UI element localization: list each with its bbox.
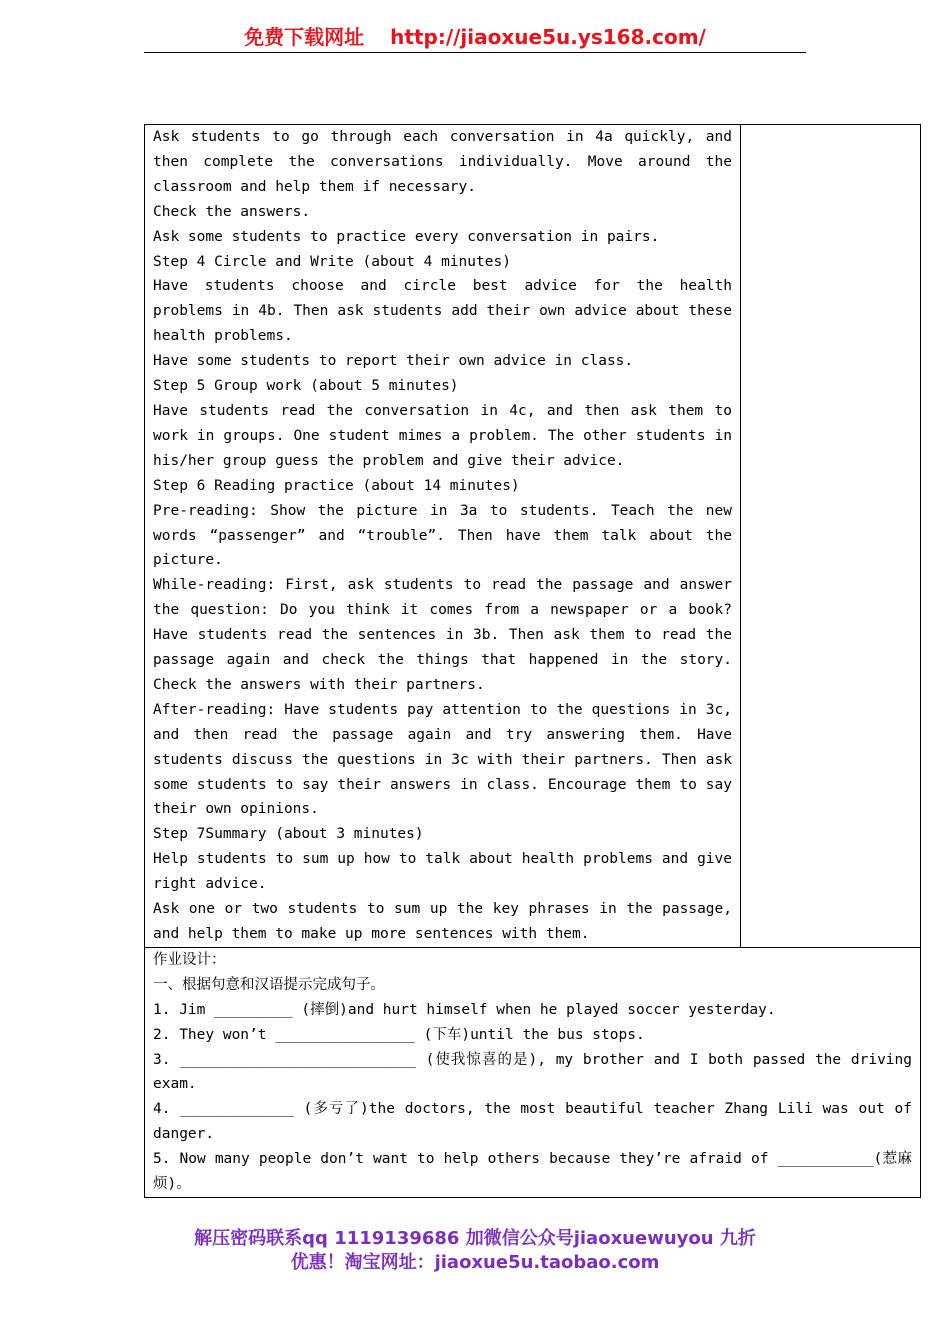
procedure-line: After-reading: Have students pay attention to the questions in 3c, and then read the passage again and try answering them. Have students discuss the questions in 3c with their partners. Then ask some students to say their answers in class. Encourage them to say their own opinions. (153, 701, 741, 818)
procedure-line: Have some students to report their own advice in class. (153, 353, 634, 370)
page-header (144, 22, 806, 53)
homework-item: 5. Now many people don’t want to help others because they’re afraid of ___________(惹麻烦)。 (153, 1151, 912, 1193)
homework-item: 2. They won’t ________________ (下车)until the bus stops. (153, 1026, 645, 1043)
procedure-line: While-reading: First, ask students to read the passage and answer the question: Do you think it comes from a newspaper or a book? Have students read the sentences in 3b. Then ask them to read the passage again and check the things that happened in the story. Check the answers with their partners. (153, 577, 741, 693)
step-heading: Step 6 Reading practice (about 14 minutes) (153, 477, 520, 494)
footer-contact-line: 解压密码联系qq 1119139686 加微信公众号jiaoxuewuyou 九折 (194, 1228, 756, 1249)
page-footer (0, 1227, 950, 1275)
homework-title: 作业设计： (153, 951, 226, 968)
lesson-plan-table (144, 124, 921, 1198)
procedure-line: Have students choose and circle best advice for the health problems in 4b. Then ask students add their own advice about these health problems. (153, 278, 741, 345)
procedure-line: Check the answers. (153, 203, 311, 220)
homework-item: 4. _____________ (多亏了)the doctors, the most beautiful teacher Zhang Lili was out of danger. (153, 1101, 921, 1143)
header-url[interactable]: http://jiaoxue5u.ys168.com/ (390, 25, 706, 49)
procedure-line: Ask some students to practice every conversation in pairs. (153, 228, 660, 245)
procedure-row (145, 125, 921, 948)
homework-item: 1. Jim _________ (摔倒)and hurt himself when he played soccer yesterday. (153, 1001, 776, 1018)
step-heading: Step 4 Circle and Write (about 4 minutes) (153, 253, 511, 270)
step-heading: Step 7Summary (about 3 minutes) (153, 826, 424, 843)
homework-row (145, 947, 921, 1197)
homework-cell (145, 947, 921, 1197)
procedure-line: Ask one or two students to sum up the key phrases in the passage, and help them to make up more sentences with them. (153, 901, 741, 942)
procedure-line: Help students to sum up how to talk about health problems and give right advice. (153, 851, 741, 893)
procedure-line: Ask students to go through each conversation in 4a quickly, and then complete the conversations individually. Move around the classroom and help them if necessary. (153, 129, 741, 195)
header-title: 免费下载网址 (244, 25, 365, 49)
teaching-procedure-cell (145, 125, 741, 948)
homework-subtitle: 一、根据句意和汉语提示完成句子。 (153, 976, 385, 993)
footer-shop-line: 优惠！淘宝网址：jiaoxue5u.taobao.com (290, 1252, 660, 1273)
homework-item: 3. ___________________________ (使我惊喜的是), my brother and I both passed the driving exam. (153, 1051, 921, 1093)
notes-cell (741, 125, 921, 948)
procedure-line: Have students read the conversation in 4c, and then ask them to work in groups. One student mimes a problem. The other students in his/her group guess the problem and give their advice. (153, 402, 741, 469)
step-heading: Step 5 Group work (about 5 minutes) (153, 378, 459, 395)
procedure-line: Pre-reading: Show the picture in 3a to students. Teach the new words “passenger” and “trouble”. Then have them talk about the picture. (153, 502, 741, 569)
